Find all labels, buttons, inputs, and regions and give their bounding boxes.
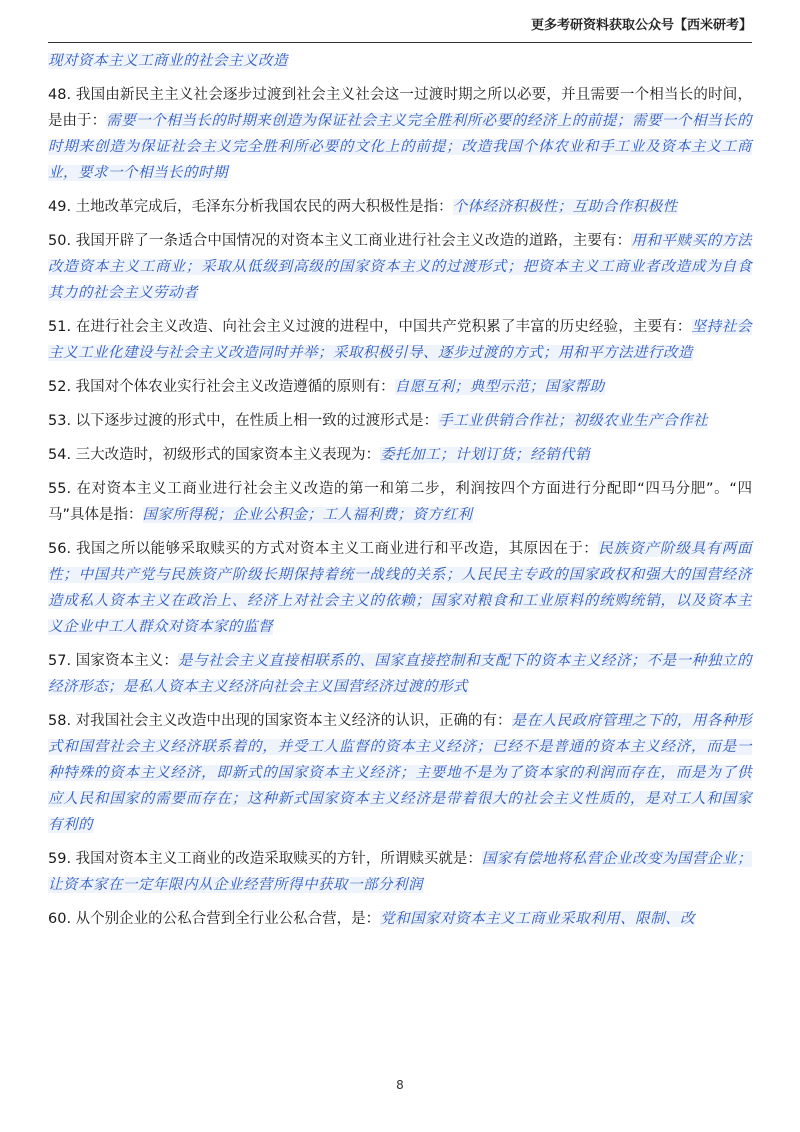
- answer-text: 党和国家对资本主义工商业采取利用、限制、改: [380, 911, 696, 927]
- question-text: 57. 国家资本主义：: [48, 653, 179, 669]
- paragraph-54: [48, 442, 752, 468]
- header-text: 更多考研资料获取公众号【西米研考】: [530, 18, 752, 33]
- paragraph-53: [48, 408, 752, 434]
- answer-text: 手工业供销合作社；初级农业生产合作社: [438, 413, 709, 429]
- page-header: [48, 0, 752, 43]
- question-text: 52. 我国对个体农业实行社会主义改造遵循的原则有：: [48, 379, 395, 395]
- document-body: [48, 48, 752, 940]
- question-text: 51. 在进行社会主义改造、向社会主义过渡的进程中，中国共产党积累了丰富的历史经验，主要有：: [48, 319, 692, 335]
- question-text: 55. 在对资本主义工商业进行社会主义改造的第一和第二步，利润按四个方面进行分配即“四马分肥”。“四马”具体是指：: [48, 481, 752, 523]
- answer-text: 是与社会主义直接相联系的、国家直接控制和支配下的资本主义经济；不是一种独立的经济形态；是私人资本主义经济向社会主义国营经济过渡的形式: [48, 653, 752, 695]
- paragraph-60: [48, 906, 752, 932]
- question-text: 53. 以下逐步过渡的形式中，在性质上相一致的过渡形式是：: [48, 413, 439, 429]
- paragraph-57: [48, 648, 752, 700]
- paragraph-55: [48, 476, 752, 528]
- paragraph-59: [48, 846, 752, 898]
- answer-text: 是在人民政府管理之下的，用各种形式和国营社会主义经济联系着的，并受工人监督的资本主义经济；已经不是普通的资本主义经济，而是一种特殊的资本主义经济，即新式的国家资本主义经济；主要地不是为了资本家的利润而存在，而是为了供应人民和国家的需要而存在；这种新式国家资本主义经济是带着很大的社会主义性质的，是对工人和国家有利的: [48, 713, 752, 833]
- answer-text: 个体经济积极性；互助合作积极性: [452, 199, 678, 215]
- page-number: 8: [396, 1078, 404, 1092]
- paragraph-58: [48, 708, 752, 838]
- answer-text: 坚持社会主义工业化建设与社会主义改造同时并举；采取积极引导、逐步过渡的方式；用和平方法进行改造: [48, 319, 752, 361]
- question-text: 58. 对我国社会主义改造中出现的国家资本主义经济的认识，正确的有：: [48, 713, 512, 729]
- question-text: 56. 我国之所以能够采取赎买的方式对资本主义工商业进行和平改造，其原因在于：: [48, 541, 599, 557]
- answer-text: 自愿互利；典型示范；国家帮助: [394, 379, 605, 395]
- answer-text: 现对资本主义工商业的社会主义改造: [48, 53, 288, 69]
- paragraph-50: [48, 228, 752, 306]
- paragraph-52: [48, 374, 752, 400]
- question-text: 48. 我国由新民主主义社会逐步过渡到社会主义社会这一过渡时期之所以必要，并且需要一个相当长的时间，是由于：: [48, 87, 752, 129]
- answer-text: 民族资产阶级具有两面性；中国共产党与民族资产阶级长期保持着统一战线的关系；人民民主专政的国家政权和强大的国营经济造成私人资本主义在政治上、经济上对社会主义的依赖；国家对粮食和工业原料的统购统销，以及资本主义企业中工人群众对资本家的监督: [48, 541, 752, 635]
- answer-text: 委托加工；计划订货；经销代销: [380, 447, 591, 463]
- paragraph-48: [48, 82, 752, 186]
- answer-text: 国家所得税；企业公积金；工人福利费；资方红利: [142, 507, 473, 523]
- question-text: 60. 从个别企业的公私合营到全行业公私合营，是：: [48, 911, 381, 927]
- paragraph-49: [48, 194, 752, 220]
- question-text: 50. 我国开辟了一条适合中国情况的对资本主义工商业进行社会主义改造的道路，主要有：: [48, 233, 632, 249]
- question-text: 59. 我国对资本主义工商业的改造采取赎买的方针，所谓赎买就是：: [48, 851, 482, 867]
- answer-text: 需要一个相当长的时期来创造为保证社会主义完全胜利所必要的经济上的前提；需要一个相当长的时期来创造为保证社会主义完全胜利所必要的文化上的前提；改造我国个体农业和手工业及资本主义工商业，要求一个相当长的时期: [48, 113, 753, 181]
- question-text: 49. 土地改革完成后，毛泽东分析我国农民的两大积极性是指：: [48, 199, 453, 215]
- paragraph-51: [48, 314, 752, 366]
- answer-text: 用和平赎买的方法改造资本主义工商业；采取从低级到高级的国家资本主义的过渡形式；把资本主义工商业者改造成为自食其力的社会主义劳动者: [48, 233, 752, 301]
- answer-text: 国家有偿地将私营企业改变为国营企业；让资本家在一定年限内从企业经营所得中获取一部分利润: [48, 851, 752, 893]
- question-text: 54. 三大改造时，初级形式的国家资本主义表现为：: [48, 447, 381, 463]
- paragraph-0: [48, 48, 752, 74]
- paragraph-56: [48, 536, 752, 640]
